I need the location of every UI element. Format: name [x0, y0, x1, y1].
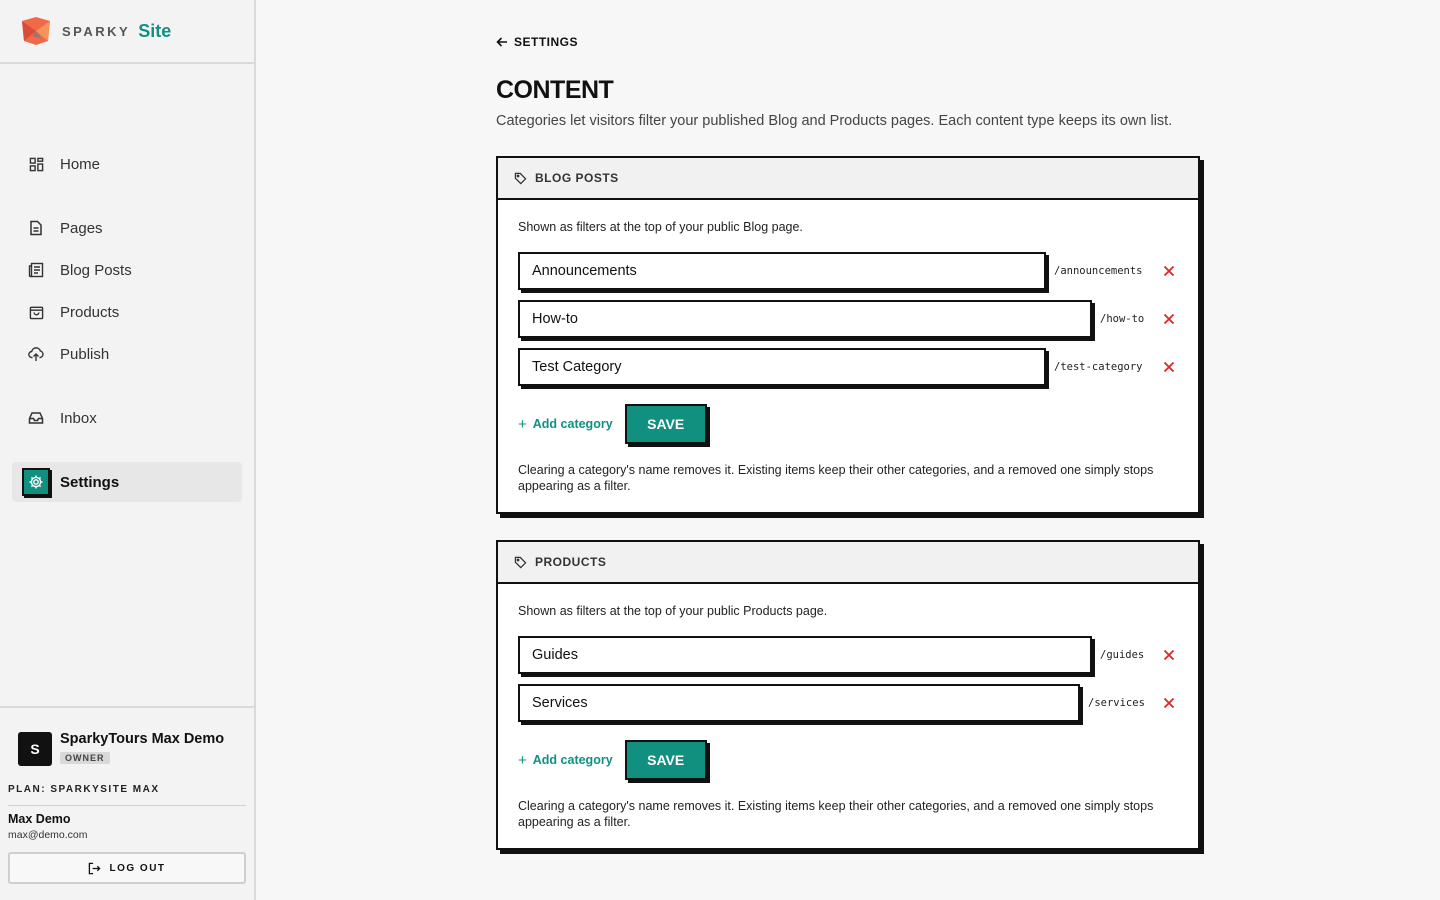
category-name-input[interactable] — [518, 348, 1046, 386]
sidebar — [0, 0, 256, 900]
plus-icon: + — [518, 751, 527, 769]
logout-button[interactable] — [8, 852, 246, 884]
role-badge: OWNER — [60, 752, 110, 764]
category-row — [518, 636, 1178, 674]
save-button[interactable]: SAVE — [625, 404, 707, 444]
sidebar-item-publish[interactable] — [12, 334, 242, 374]
category-name-input[interactable] — [518, 252, 1046, 290]
org-name: SparkyTours Max Demo — [60, 731, 225, 747]
card-actions — [518, 740, 707, 780]
sidebar-item-blog-posts[interactable] — [12, 250, 242, 290]
logout-icon — [88, 862, 101, 875]
blog-posts-card — [496, 156, 1200, 514]
category-row — [518, 300, 1178, 338]
category-name-input[interactable] — [518, 300, 1092, 338]
user-email: max@demo.com — [8, 829, 88, 841]
back-label: SETTINGS — [514, 35, 579, 49]
sidebar-item-label: Home — [60, 155, 101, 173]
page-title: CONTENT — [496, 76, 614, 104]
brand-wordmark: SPARKY — [62, 23, 131, 39]
card-heading: PRODUCTS — [535, 555, 607, 569]
save-button[interactable]: SAVE — [625, 740, 707, 780]
products-card — [496, 540, 1200, 850]
category-slug: /guides — [1100, 649, 1145, 661]
close-icon — [1163, 313, 1175, 325]
brand[interactable] — [0, 0, 254, 64]
close-icon — [1163, 697, 1175, 709]
sidebar-item-home[interactable] — [12, 144, 242, 184]
gear-icon — [22, 468, 50, 496]
card-header — [498, 542, 1198, 584]
add-category-label: Add category — [532, 753, 613, 767]
category-slug: /services — [1088, 697, 1145, 709]
close-icon — [1163, 361, 1175, 373]
sidebar-item-label: Publish — [60, 345, 110, 363]
card-header — [498, 158, 1198, 200]
grid-icon — [28, 156, 44, 172]
card-note: Clearing a category's name removes it. Existing items keep their other categories, and a removed one simply stops appearing as a filter. — [518, 799, 1154, 829]
remove-category-button[interactable] — [1160, 262, 1178, 280]
tag-icon — [514, 172, 527, 185]
card-actions — [518, 404, 707, 444]
sidebar-item-inbox[interactable] — [12, 398, 242, 438]
add-category-label: Add category — [532, 417, 613, 431]
card-description: Shown as filters at the top of your public Blog page. — [518, 220, 803, 234]
card-heading: BLOG POSTS — [535, 171, 619, 185]
sidebar-item-label: Settings — [60, 473, 120, 491]
sidebar-item-label: Products — [60, 303, 120, 321]
page-icon — [28, 220, 44, 236]
shopping-bag-icon — [28, 304, 44, 320]
category-slug: /how-to — [1100, 313, 1145, 325]
category-row — [518, 252, 1178, 290]
sidebar-item-label: Blog Posts — [60, 261, 132, 279]
sidebar-item-pages[interactable] — [12, 208, 242, 248]
add-category-button[interactable] — [518, 416, 613, 433]
arrow-left-icon — [496, 36, 508, 48]
sidebar-item-label: Inbox — [60, 409, 97, 427]
category-name-input[interactable] — [518, 684, 1080, 722]
plus-icon: + — [518, 415, 527, 433]
account-panel — [0, 706, 254, 884]
sidebar-item-products[interactable] — [12, 292, 242, 332]
logout-label: LOG OUT — [109, 862, 166, 874]
card-note: Clearing a category's name removes it. Existing items keep their other categories, and a removed one simply stops appearing as a filter. — [518, 463, 1154, 493]
page-subtitle: Categories let visitors filter your published Blog and Products pages. Each content type keeps its own list. — [496, 113, 1173, 129]
plan-label: PLAN: SPARKYSITE MAX — [8, 784, 246, 806]
remove-category-button[interactable] — [1160, 694, 1178, 712]
category-slug: /announcements — [1054, 265, 1143, 277]
close-icon — [1163, 265, 1175, 277]
newspaper-icon — [28, 262, 44, 278]
category-row — [518, 348, 1178, 386]
sparky-logo-icon — [20, 15, 52, 47]
org-avatar: S — [18, 732, 52, 766]
cloud-upload-icon — [28, 346, 44, 362]
category-slug: /test-category — [1054, 361, 1143, 373]
remove-category-button[interactable] — [1160, 310, 1178, 328]
back-to-settings-link[interactable] — [496, 35, 578, 49]
tag-icon — [514, 556, 527, 569]
add-category-button[interactable] — [518, 752, 613, 769]
brand-site-label: Site — [138, 20, 172, 41]
card-description: Shown as filters at the top of your public Products page. — [518, 604, 828, 618]
category-name-input[interactable] — [518, 636, 1092, 674]
sidebar-item-settings[interactable] — [12, 462, 242, 502]
org-switcher[interactable] — [8, 730, 246, 766]
remove-category-button[interactable] — [1160, 646, 1178, 664]
remove-category-button[interactable] — [1160, 358, 1178, 376]
user-name: Max Demo — [8, 812, 71, 826]
close-icon — [1163, 649, 1175, 661]
inbox-icon — [28, 410, 44, 426]
category-row — [518, 684, 1178, 722]
sidebar-item-label: Pages — [60, 219, 103, 237]
